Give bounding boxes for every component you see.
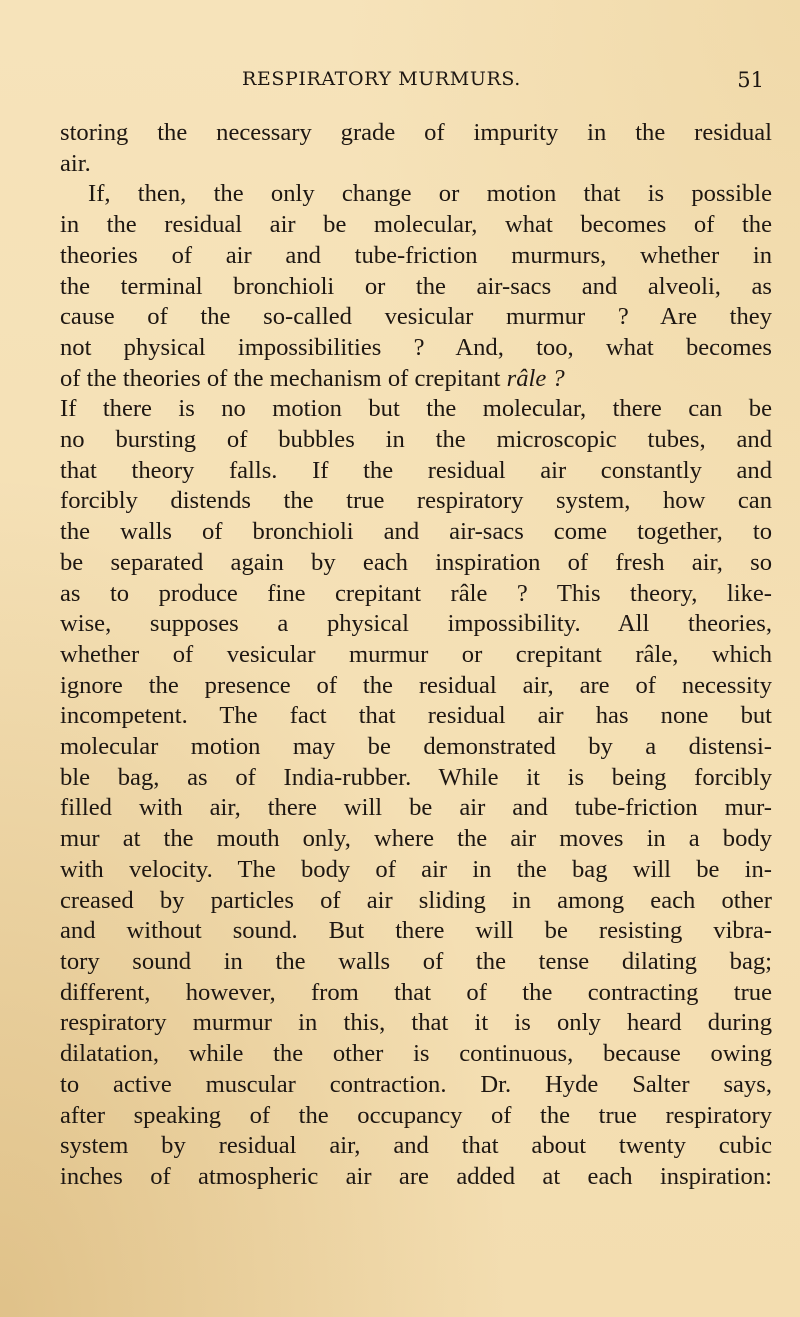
text-line: respiratory murmur in this, that it is only heard during [60,1009,772,1037]
text-line: incompetent. The fact that residual air has none but [60,702,772,730]
text-line: If there is no motion but the molecular, there can be [60,395,772,423]
text-line: the terminal bronchioli or the air-sacs and alveoli, as [60,272,772,300]
text-line: with velocity. The body of air in the bag will be in- [60,855,772,883]
italic-word: râle ? [506,364,565,392]
running-head-title: RESPIRATORY MURMURS. [242,68,521,90]
text-line: storing the necessary grade of impurity in the residual [60,119,772,146]
text-line: to active muscular contraction. Dr. Hyde Salter says, [60,1070,772,1098]
text-line-with-italic [60,364,772,395]
text-line: the walls of bronchioli and air-sacs come together, to [60,518,772,546]
text-line: and without sound. But there will be resisting vibra- [60,917,772,945]
page-number: 51 [737,68,764,92]
text-line: cause of the so-called vesicular murmur ? Are they [60,303,772,331]
running-head [60,68,770,98]
text-line: inches of atmospheric air are added at each inspiration: [60,1162,772,1190]
text-line: theories of air and tube-friction murmurs, whether in [60,241,772,269]
text-line: not physical impossibilities ? And, too, what becomes [60,333,772,361]
text-fragment: of the theories of the mechanism of crepitant [60,364,507,392]
text-line: filled with air, there will be air and tube-friction mur- [60,794,772,822]
text-line: molecular motion may be demonstrated by a distensi- [60,733,772,761]
text-line: ignore the presence of the residual air, are of necessity [60,671,772,699]
text-line: that theory falls. If the residual air constantly and [60,456,772,484]
text-line: after speaking of the occupancy of the true respiratory [60,1101,772,1129]
text-line: in the residual air be molecular, what becomes of the [60,211,772,239]
text-line: system by residual air, and that about twenty cubic [60,1132,772,1160]
text-line: wise, supposes a physical impossibility. All theories, [60,610,772,638]
text-line: ble bag, as of India-rubber. While it is being forcibly [60,763,772,791]
text-line: whether of vesicular murmur or crepitant râle, which [60,640,772,668]
text-line: creased by particles of air sliding in among each other [60,886,772,914]
text-line: air. [60,149,91,177]
text-line: mur at the mouth only, where the air moves in a body [60,825,772,853]
paragraph-first-line: If, then, the only change or motion that is possible [88,180,772,208]
text-line: as to produce fine crepitant râle ? This theory, like- [60,579,772,607]
text-line: tory sound in the walls of the tense dilating bag; [60,947,772,975]
text-line: different, however, from that of the contracting true [60,978,772,1006]
text-line: no bursting of bubbles in the microscopic tubes, and [60,426,772,454]
text-line: dilatation, while the other is continuous, because owing [60,1040,772,1068]
text-line: be separated again by each inspiration of fresh air, so [60,548,772,576]
body-text [60,118,772,1193]
text-line: forcibly distends the true respiratory system, how can [60,487,772,515]
